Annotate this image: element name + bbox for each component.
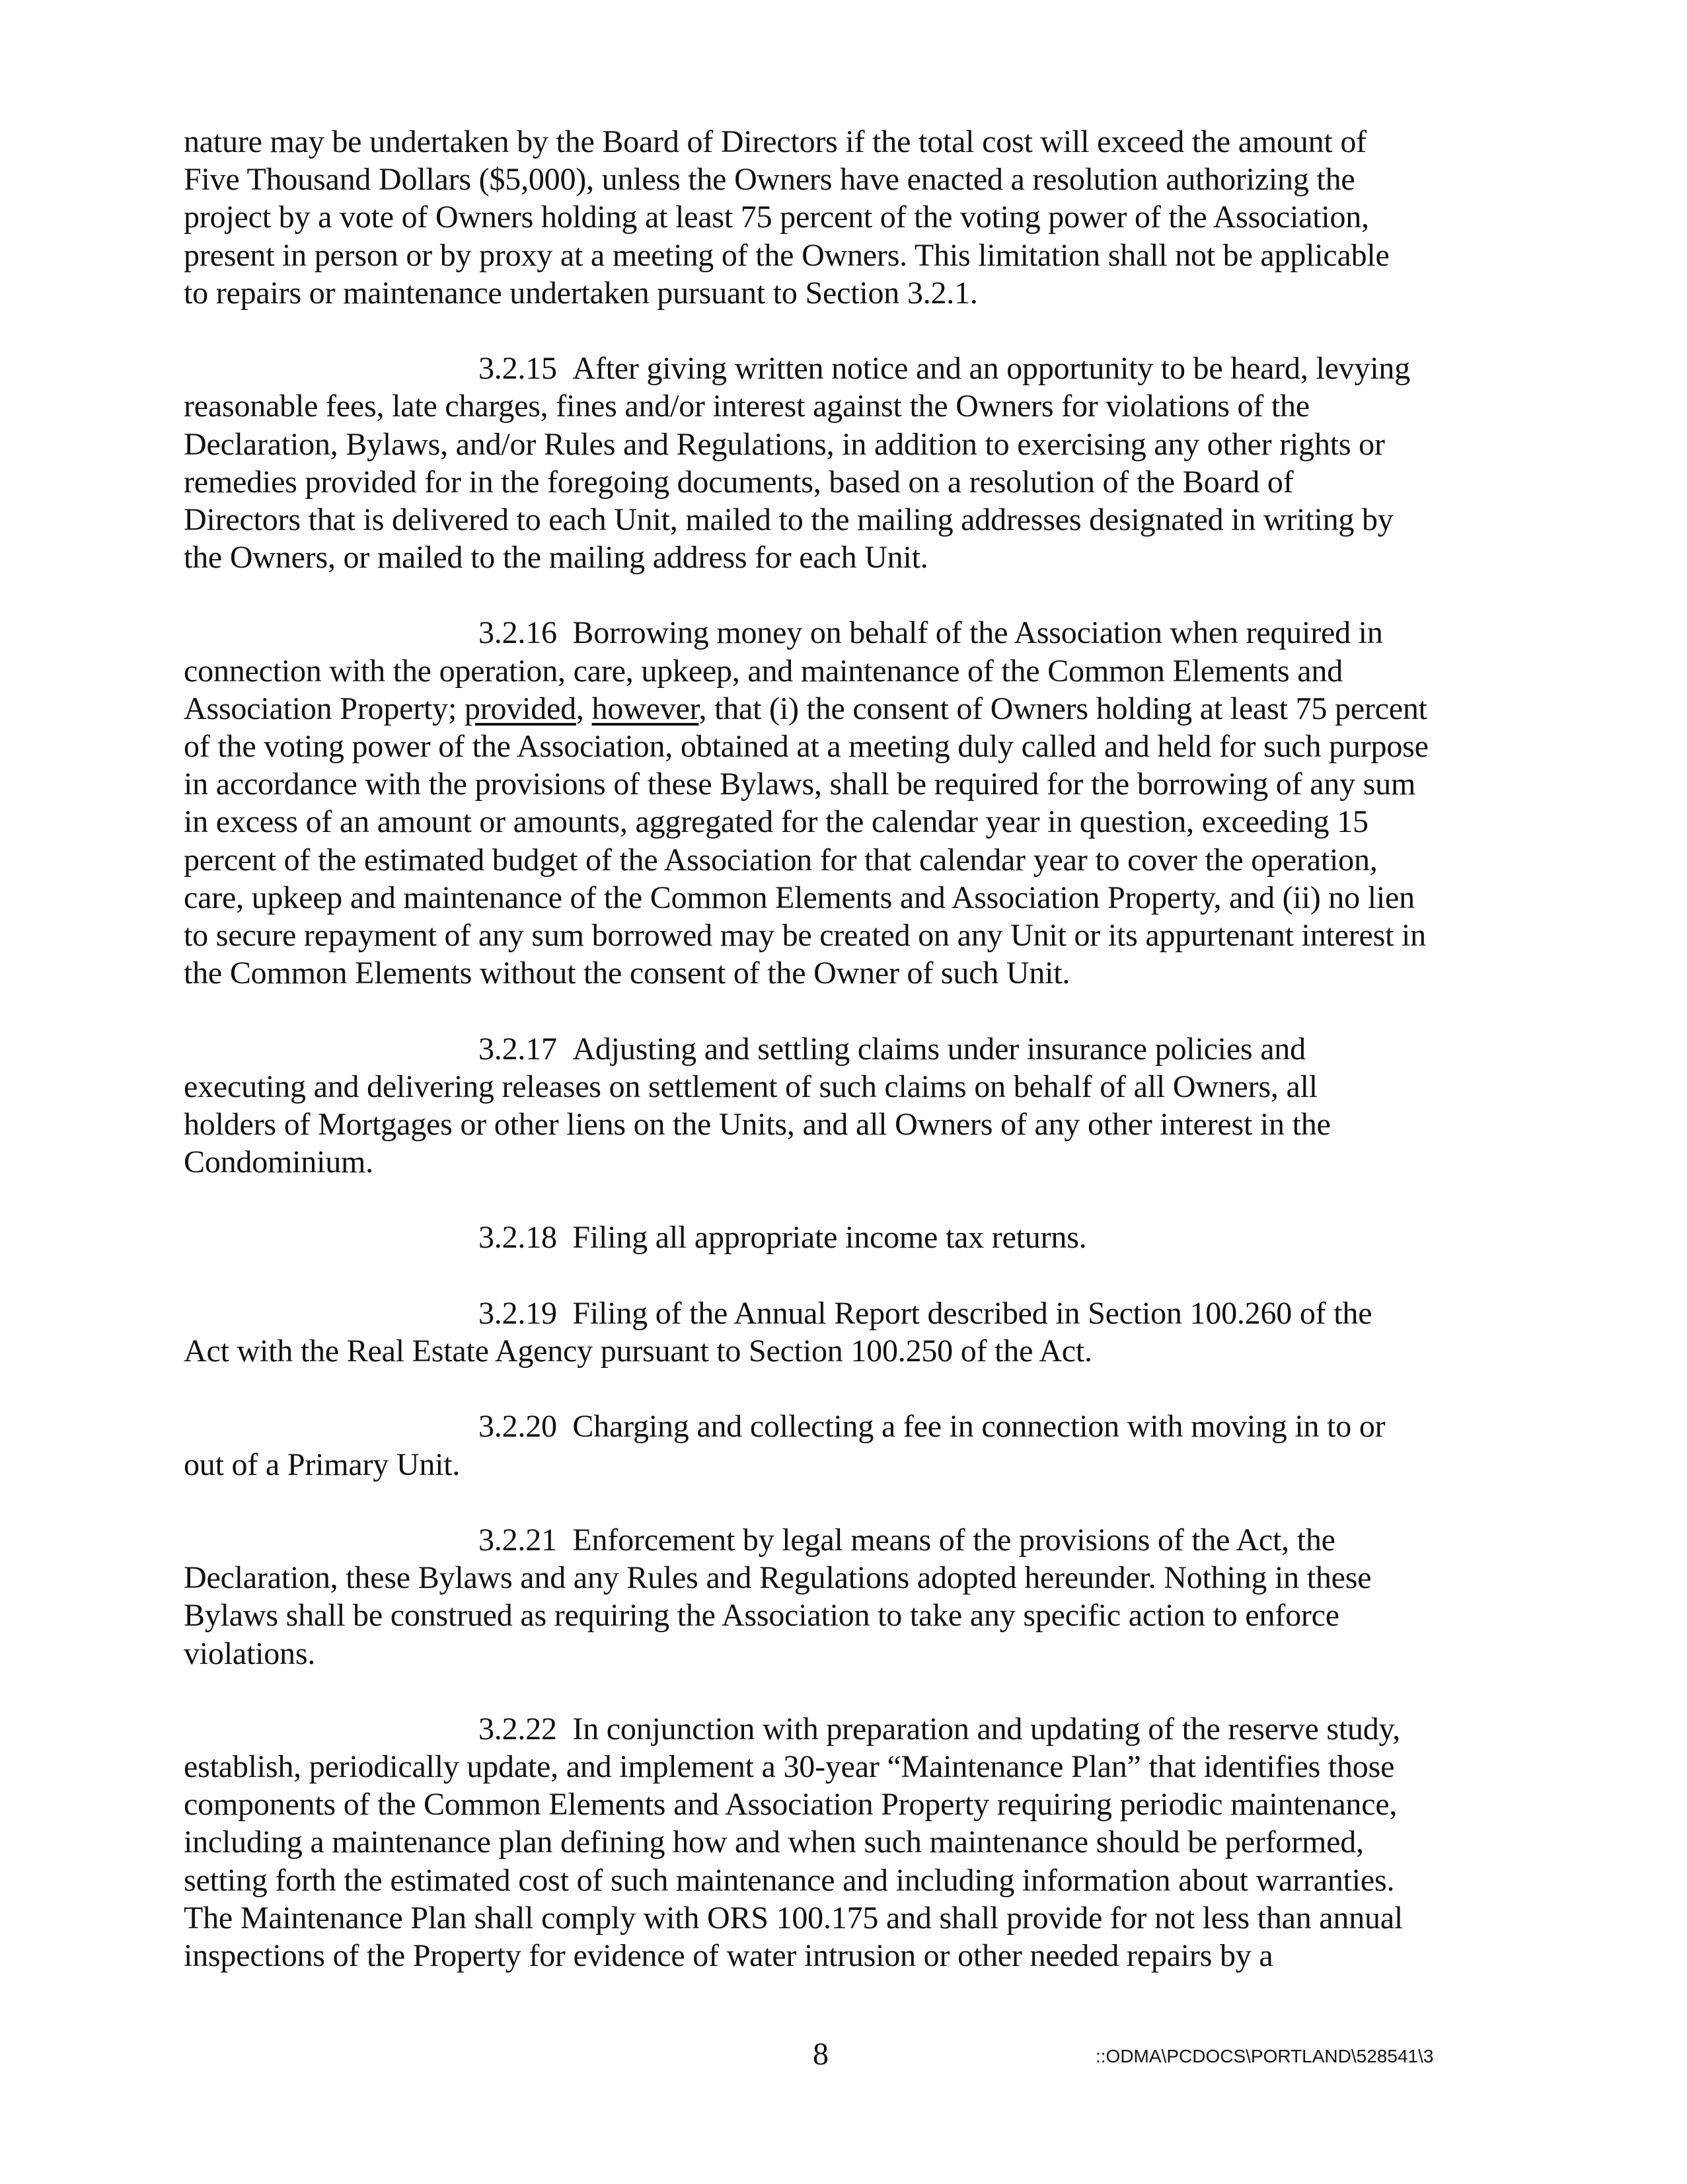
text-line: executing and delivering releases on settlement of such claims on behalf of all Owners, all [184,1069,1318,1104]
text-line: Act with the Real Estate Agency pursuant to Section 100.250 of the Act. [184,1334,1092,1369]
text-line [184,1295,1505,1332]
paragraph-continuation [184,123,1505,312]
text-line: nature may be undertaken by the Board of Directors if the total cost will exceed the amount of [184,124,1367,159]
text-line [184,1710,1505,1748]
text-line [184,614,1505,652]
paragraph-3-2-20 [184,1408,1505,1483]
text-line: Condominium. [184,1145,373,1180]
text-line: Declaration, Bylaws, and/or Rules and Regulations, in addition to exercising any other rights or [184,426,1385,462]
paragraph-3-2-22 [184,1710,1505,1975]
paragraph-3-2-17 [184,1030,1505,1182]
underlined-provided: provided [464,691,576,726]
document-id-footer: ::ODMA\PCDOCS\PORTLAND\528541\3 [1096,2046,1434,2066]
section-number: 3.2.15 [478,351,557,387]
text-line: in accordance with the provisions of these Bylaws, shall be required for the borrowing of any sum [184,767,1416,802]
text-line: in excess of an amount or amounts, aggregated for the calendar year in question, exceeding 15 [184,804,1368,840]
section-number: 3.2.16 [478,615,557,651]
text-segment: Association Property; [184,691,465,726]
section-number: 3.2.20 [478,1409,557,1445]
text-line: the Common Elements without the consent of the Owner of such Unit. [184,956,1070,991]
text-line [184,690,1505,728]
text-line: out of a Primary Unit. [184,1447,461,1482]
text-line: violations. [184,1636,316,1671]
text-line: project by a vote of Owners holding at least 75 percent of the voting power of the Association, [184,200,1369,235]
text-line [184,1219,1505,1256]
text-line: present in person or by proxy at a meeting of the Owners. This limitation shall not be applicable [184,237,1390,273]
text-segment: , that (i) the consent of Owners holding at least 75 percent [698,691,1427,726]
text-line: inspections of the Property for evidence of water intrusion or other needed repairs by a [184,1938,1273,1973]
paragraph-3-2-18 [184,1219,1505,1256]
text-line: to secure repayment of any sum borrowed may be created on any Unit or its appurtenant interest in [184,917,1426,953]
paragraph-3-2-15 [184,350,1505,576]
body-text [184,123,1505,2012]
text-line: of the voting power of the Association, obtained at a meeting duly called and held for such purpose [184,729,1429,764]
text-line: percent of the estimated budget of the Association for that calendar year to cover the operation, [184,842,1378,878]
text-segment: Charging and collecting a fee in connection with moving in to or [572,1409,1386,1445]
text-line: Declaration, these Bylaws and any Rules and Regulations adopted hereunder. Nothing in these [184,1560,1372,1596]
text-line: Five Thousand Dollars ($5,000), unless the Owners have enacted a resolution authorizing the [184,162,1355,198]
section-number: 3.2.19 [478,1295,557,1331]
text-line: to repairs or maintenance undertaken pursuant to Section 3.2.1. [184,275,978,311]
section-number: 3.2.18 [478,1220,557,1256]
section-number: 3.2.17 [478,1031,557,1067]
text-line: The Maintenance Plan shall comply with ORS 100.175 and shall provide for not less than annual [184,1900,1404,1936]
section-number: 3.2.22 [478,1711,557,1747]
text-line [184,1521,1505,1559]
text-line: the Owners, or mailed to the mailing address for each Unit. [184,540,928,576]
underlined-however: however [591,691,699,726]
text-line [184,1030,1505,1068]
text-segment: Borrowing money on behalf of the Association when required in [572,615,1383,651]
text-line [184,1408,1505,1445]
text-segment: Adjusting and settling claims under insurance policies and [572,1031,1306,1067]
text-segment: Filing of the Annual Report described in Section 100.260 of the [572,1295,1372,1331]
paragraph-3-2-16 [184,614,1505,992]
text-segment: Enforcement by legal means of the provisions of the Act, the [572,1522,1335,1558]
text-line: Directors that is delivered to each Unit, mailed to the mailing addresses designated in writing by [184,502,1394,537]
page-number: 8 [813,2037,829,2072]
text-line: Bylaws shall be construed as requiring the Association to take any specific action to enforce [184,1598,1339,1634]
text-line [184,350,1505,387]
text-line: remedies provided for in the foregoing documents, based on a resolution of the Board of [184,464,1294,500]
text-line: reasonable fees, late charges, fines and/or interest against the Owners for violations of the [184,389,1310,424]
text-line: components of the Common Elements and Association Property requiring periodic maintenance, [184,1787,1398,1823]
text-segment: After giving written notice and an opportunity to be heard, levying [572,351,1411,387]
text-line: connection with the operation, care, upkeep, and maintenance of the Common Elements and [184,653,1343,689]
paragraph-3-2-21 [184,1521,1505,1673]
section-number: 3.2.21 [478,1522,557,1558]
text-line: holders of Mortgages or other liens on the Units, and all Owners of any other interest in the [184,1106,1331,1142]
text-line: including a maintenance plan defining how and when such maintenance should be performed, [184,1825,1364,1860]
text-segment: In conjunction with preparation and updating of the reserve study, [572,1711,1401,1747]
text-segment: , [576,691,592,726]
text-line: care, upkeep and maintenance of the Common Elements and Association Property, and (ii) no lien [184,880,1415,915]
text-line: setting forth the estimated cost of such maintenance and including information about warranties. [184,1862,1395,1898]
text-segment: Filing all appropriate income tax returns. [572,1220,1087,1256]
paragraph-3-2-19 [184,1295,1505,1370]
text-line: establish, periodically update, and implement a 30-year “Maintenance Plan” that identifies those [184,1749,1395,1785]
